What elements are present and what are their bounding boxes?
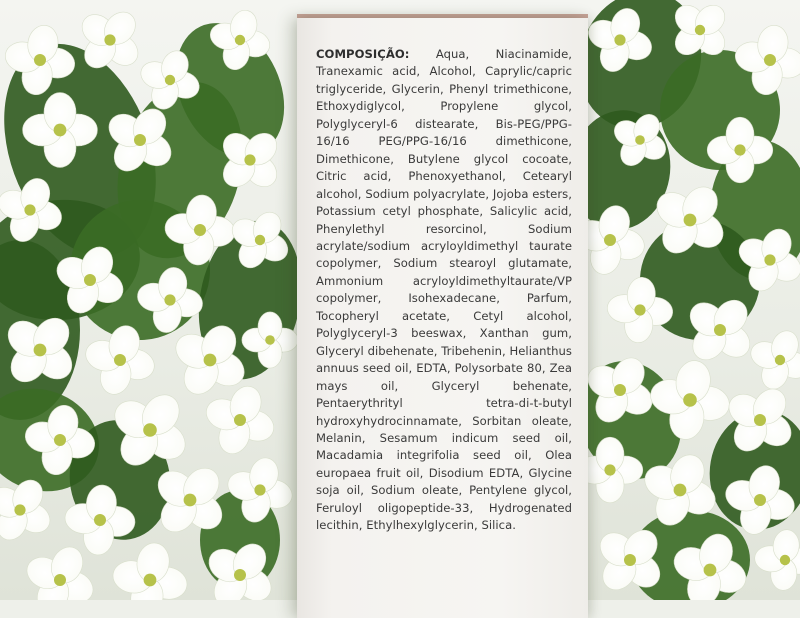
composition-heading: COMPOSIÇÃO: (316, 47, 410, 61)
ingredients-list: Aqua, Niacinamide, Tranexamic acid, Alcohol, Caprylic/capric triglyceride, Glycerin, Phenyl trimethicone, Ethoxydiglycol, Propylene glycol, Polyglyceryl-6 distearate, Bis-PEG/PPG-16/16 PEG/PPG-16/16 dimethicone, Dimethicone, Butylene glycol cocoate, Citric acid, Phenoxyethanol, Cetearyl alcohol, Sodium polyacrylate, Jojoba esters, Potassium cetyl phosphate, Salicylic acid, Phenylethyl resorcinol, Sodium acrylate/sodium acryloyldimethyl taurate copolymer, Sodium stearoyl glutamate, Ammonium acryloyldimethyltaurate/VP copolymer, Isohexadecane, Parfum, Tocopheryl acetate, Cetyl alcohol, Polyglyceryl-3 beeswax, Xanthan gum, Glyceryl dibehenate, Tribehenin, Helianthus annuus seed oil, EDTA, Polysorbate 80, Zea mays oil, Glyceryl behenate, Pentaerythrityl tetra-di-t-butyl hydroxyhydrocinnamate, Sorbitan oleate, Melanin, Sesamum indicum seed oil, Macadamia integrifolia seed oil, Olea europaea fruit oil, Disodium EDTA, Glycine soja oil, Sodium oleate, Pentylene glycol, Feruloyl oligopeptide-33, Hydrogenated lecithin, Ethylhexylglycerin, Silica. (316, 47, 572, 533)
ingredients-text (316, 46, 572, 535)
